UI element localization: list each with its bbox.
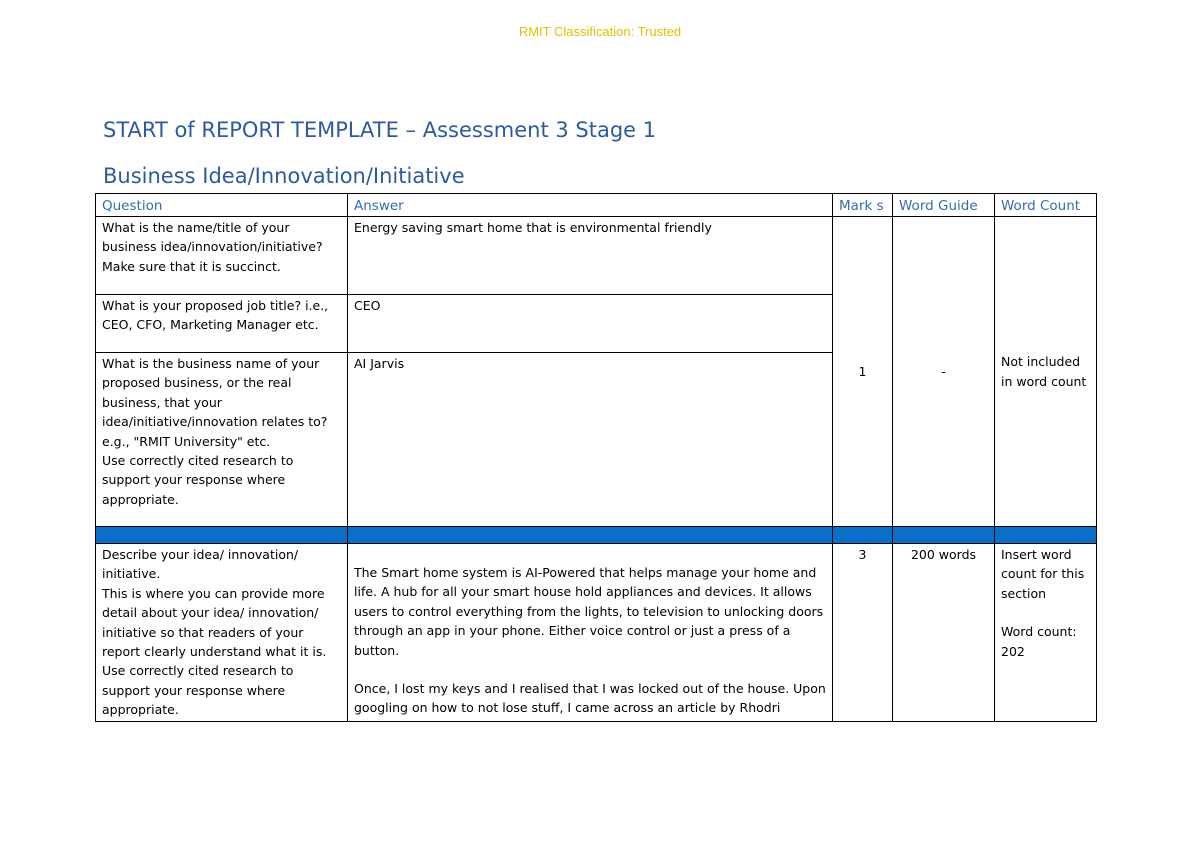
header-answer: Answer bbox=[348, 194, 833, 217]
question-cell: What is your proposed job title? i.e., CEO, CFO, Marketing Manager etc. bbox=[96, 295, 348, 353]
answer-paragraph: The Smart home system is AI-Powered that helps manage your home and life. A hub for all your smart house hold appliances and devices. It allows users to control everything from the lights, to television to unlocking doors through an app in your phone. Either voice control or just a press of a button. bbox=[354, 565, 824, 658]
header-marks: Mark s bbox=[833, 194, 893, 217]
answer-paragraph: Once, I lost my keys and I realised that I was locked out of the house. Upon googling on how to not lose stuff, I came across an article by Rhodri bbox=[354, 681, 826, 716]
classification-label: RMIT Classification: Trusted bbox=[518, 24, 682, 39]
question-cell: Describe your idea/ innovation/ initiative. This is where you can provide more detail about your idea/ innovation/ initiative so that readers of your report clearly understand what it is. Use correctly cited research to support your response where appropriate. bbox=[96, 544, 348, 722]
answer-cell[interactable]: AI Jarvis bbox=[348, 353, 833, 527]
separator-row bbox=[96, 527, 1097, 544]
word-count-cell bbox=[995, 544, 1097, 722]
header-word-count: Word Count bbox=[995, 194, 1097, 217]
word-count-cell: Not included in word count bbox=[995, 217, 1097, 527]
word-count-label: Insert word count for this section bbox=[1001, 547, 1085, 601]
answer-cell[interactable]: Energy saving smart home that is environmental friendly bbox=[348, 217, 833, 295]
header-question: Question bbox=[96, 194, 348, 217]
table-row bbox=[96, 217, 1097, 295]
answer-cell[interactable] bbox=[348, 544, 833, 722]
question-cell: What is the business name of your proposed business, or the real business, that your idea/initiative/innovation relates to? e.g., "RMIT University" etc. Use correctly cited research to support your response where appropriate. bbox=[96, 353, 348, 527]
table-header-row bbox=[96, 194, 1097, 217]
word-guide-cell: 200 words bbox=[893, 544, 995, 722]
report-table bbox=[95, 193, 1097, 722]
word-count-value: Word count: 202 bbox=[1001, 624, 1077, 659]
answer-cell[interactable]: CEO bbox=[348, 295, 833, 353]
question-cell: What is the name/title of your business idea/innovation/initiative? Make sure that it is succinct. bbox=[96, 217, 348, 295]
section-title: Business Idea/Innovation/Initiative bbox=[103, 164, 465, 188]
marks-cell: 1 bbox=[833, 217, 893, 527]
marks-cell: 3 bbox=[833, 544, 893, 722]
word-guide-cell: - bbox=[893, 217, 995, 527]
table-row bbox=[96, 544, 1097, 722]
header-word-guide: Word Guide bbox=[893, 194, 995, 217]
page-title: START of REPORT TEMPLATE – Assessment 3 Stage 1 bbox=[103, 118, 657, 142]
